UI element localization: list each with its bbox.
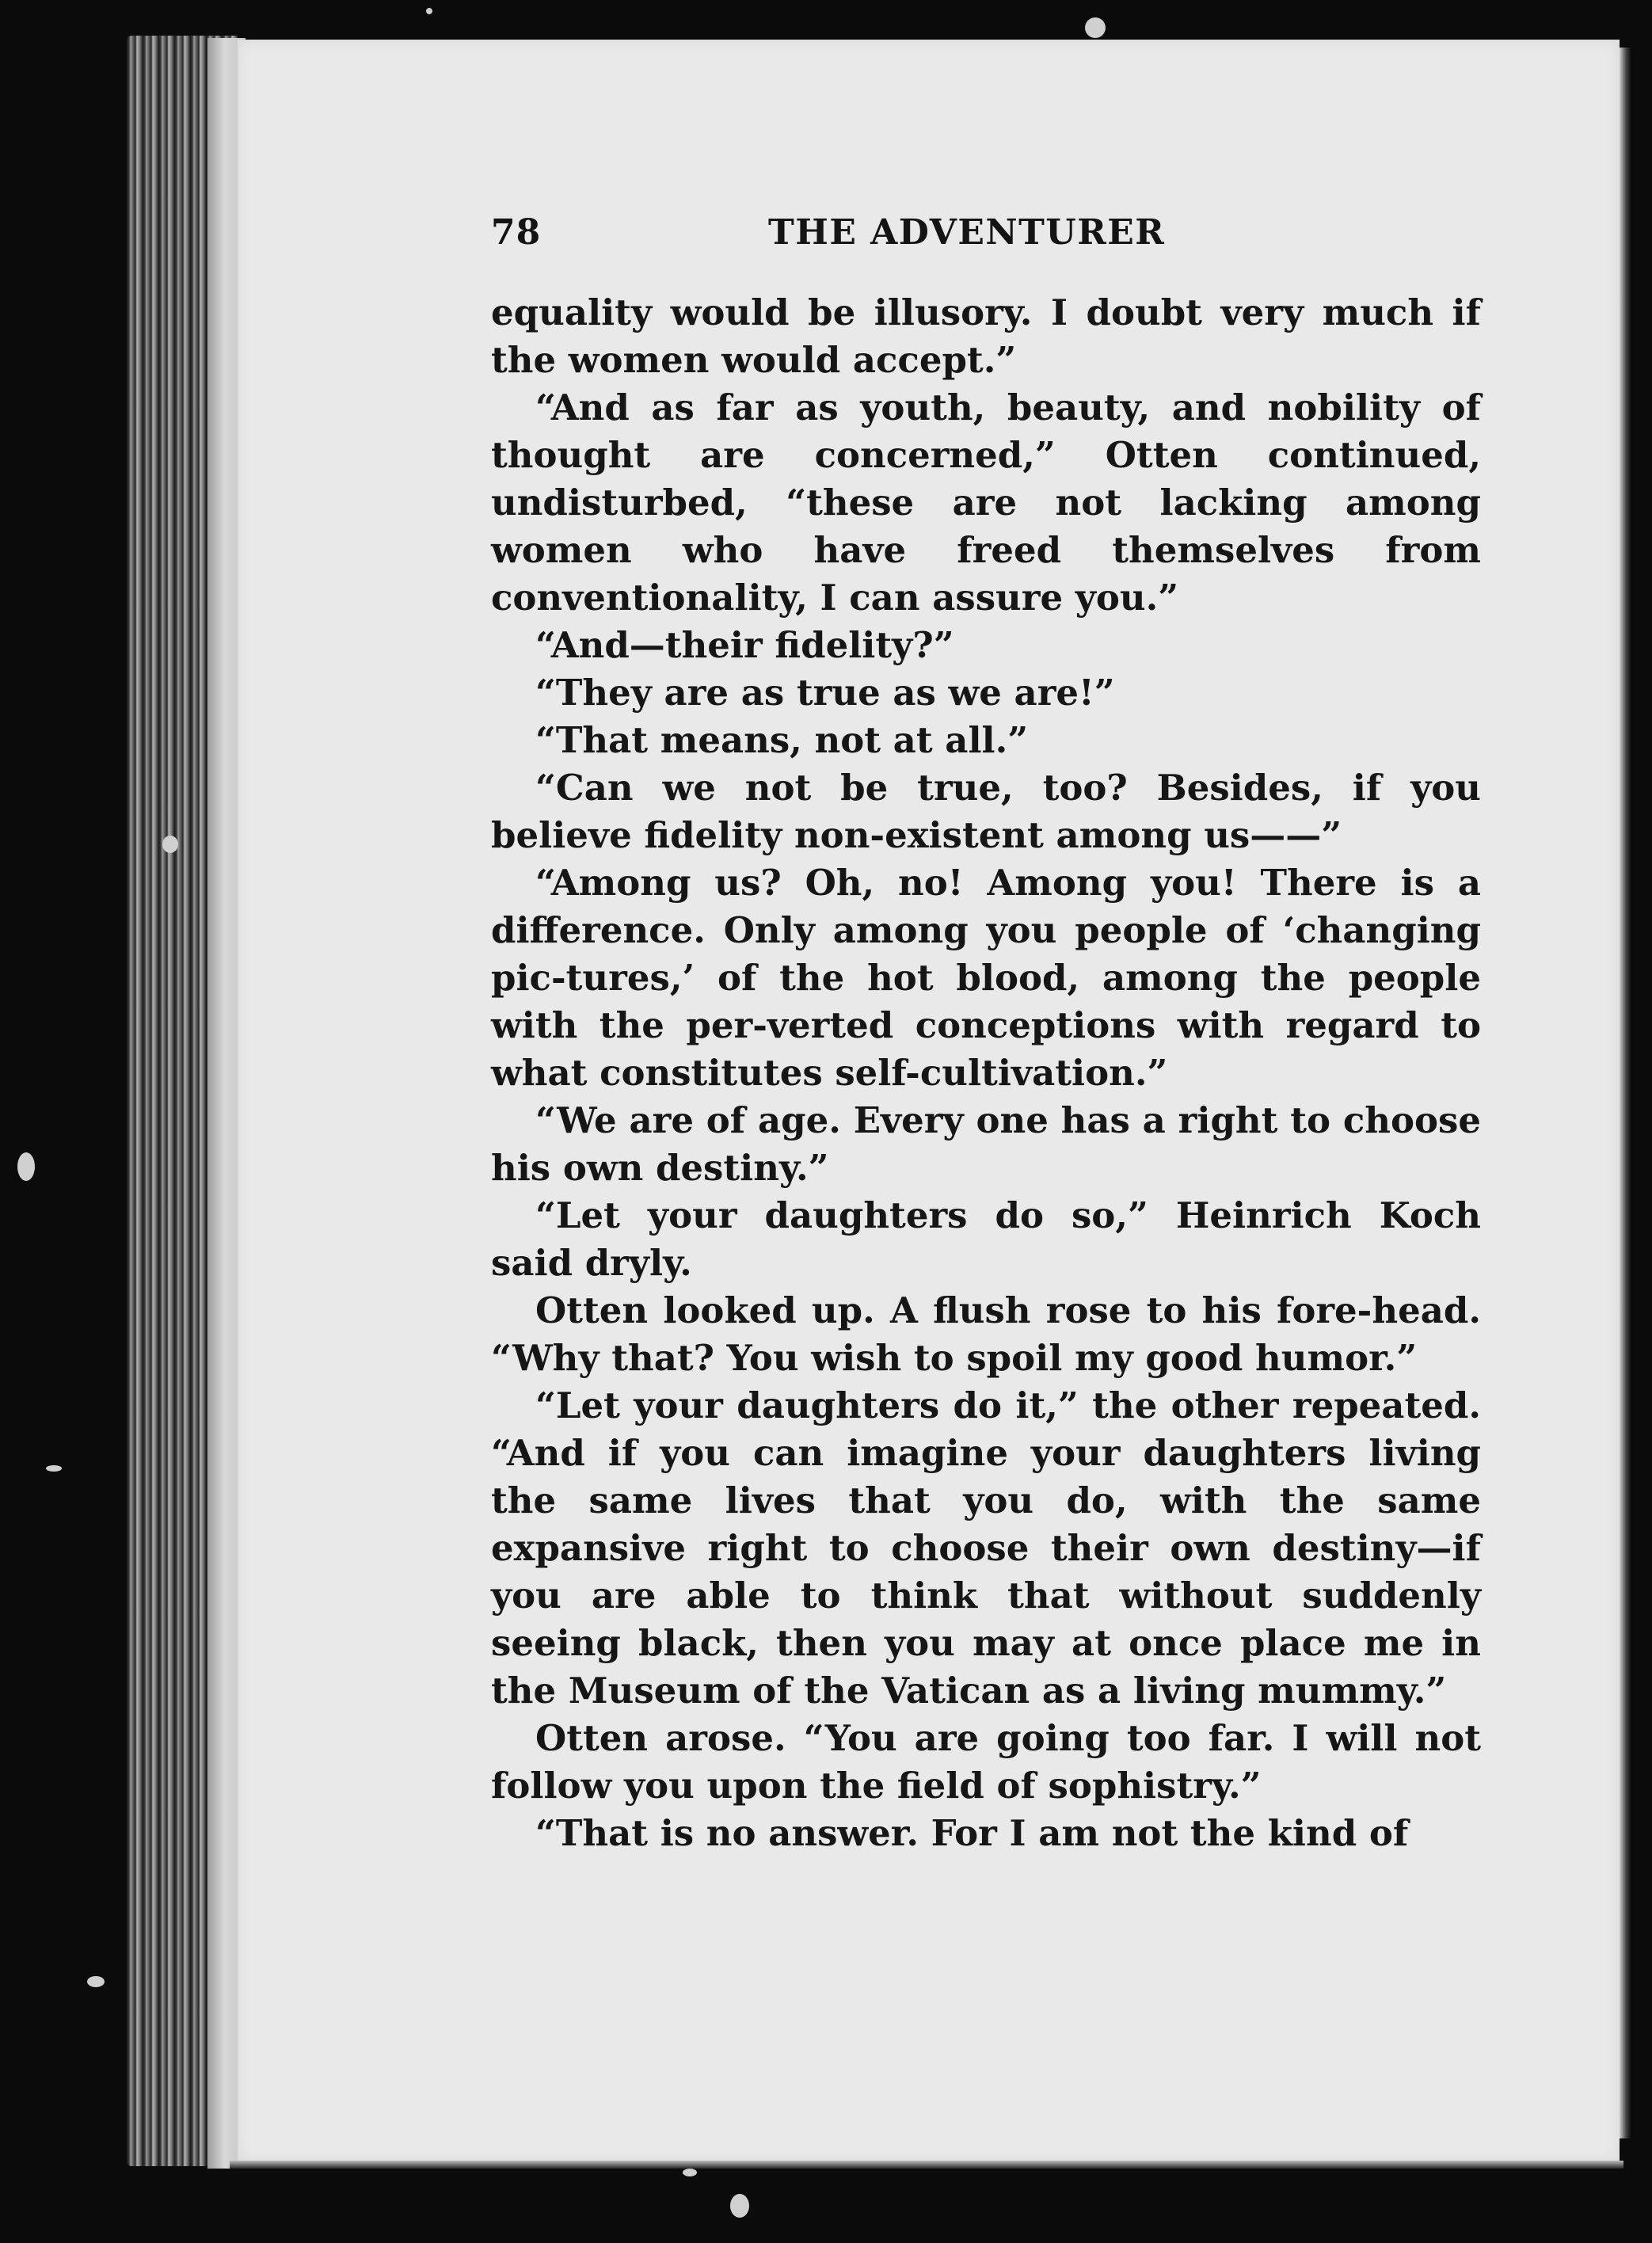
running-title: THE ADVENTURER [768,212,1166,253]
page-number: 78 [491,212,542,253]
scan-speck [683,2169,697,2176]
page-header [491,212,1481,268]
paragraph: “They are as true as we are!” [535,672,1115,714]
paragraph: “That means, not at all.” [535,719,1029,761]
scan-speck [1085,17,1106,38]
paragraph: “That is no answer. For I am not the kind of [535,1812,1409,1854]
page-bottom-edge [230,2161,1623,2169]
paragraph: “We are of age. Every one has a right to choose his own destiny.” [491,1099,1481,1189]
paragraph: “Can we not be true, too? Besides, if you believe fidelity non-existent among us——” [491,767,1481,856]
body-text [491,289,1481,1857]
scan-speck [87,1976,105,1987]
scan-speck [730,2194,749,2218]
paragraph: Otten arose. “You are going too far. I will not follow you upon the field of sophistry.” [491,1717,1481,1807]
scan-speck [426,8,432,14]
paragraph: “And—their fidelity?” [535,624,954,666]
scan-speck [17,1152,35,1181]
paragraph: Otten looked up. A flush rose to his fore-head. “Why that? You wish to spoil my good humor.” [491,1289,1481,1379]
scan-speck [46,1465,62,1472]
page-right-edge [1620,48,1631,2138]
paragraph: equality would be illusory. I doubt very much if the women would accept.” [491,291,1481,381]
paragraph: “Let your daughters do so,” Heinrich Koch said dryly. [491,1194,1481,1284]
paragraph: “Let your daughters do it,” the other repeated. “And if you can imagine your daughters living the same lives that you do, with the same expansive right to choose their own destiny—if you are able to think that without suddenly seeing black, then you may at once place me in the Museum of the Vatican as a living mummy.” [491,1384,1481,1712]
scan-speck [162,836,178,853]
paragraph: “And as far as youth, beauty, and nobility of thought are concerned,” Otten continued, undisturbed, “these are not lacking among women who have freed themselves from conventionality, I can assure you.” [491,387,1481,619]
paragraph: “Among us? Oh, no! Among you! There is a difference. Only among you people of ‘changing pic-tures,’ of the hot blood, among the people with the per-verted conceptions with regard to what constitutes self-cultivation.” [491,862,1481,1094]
